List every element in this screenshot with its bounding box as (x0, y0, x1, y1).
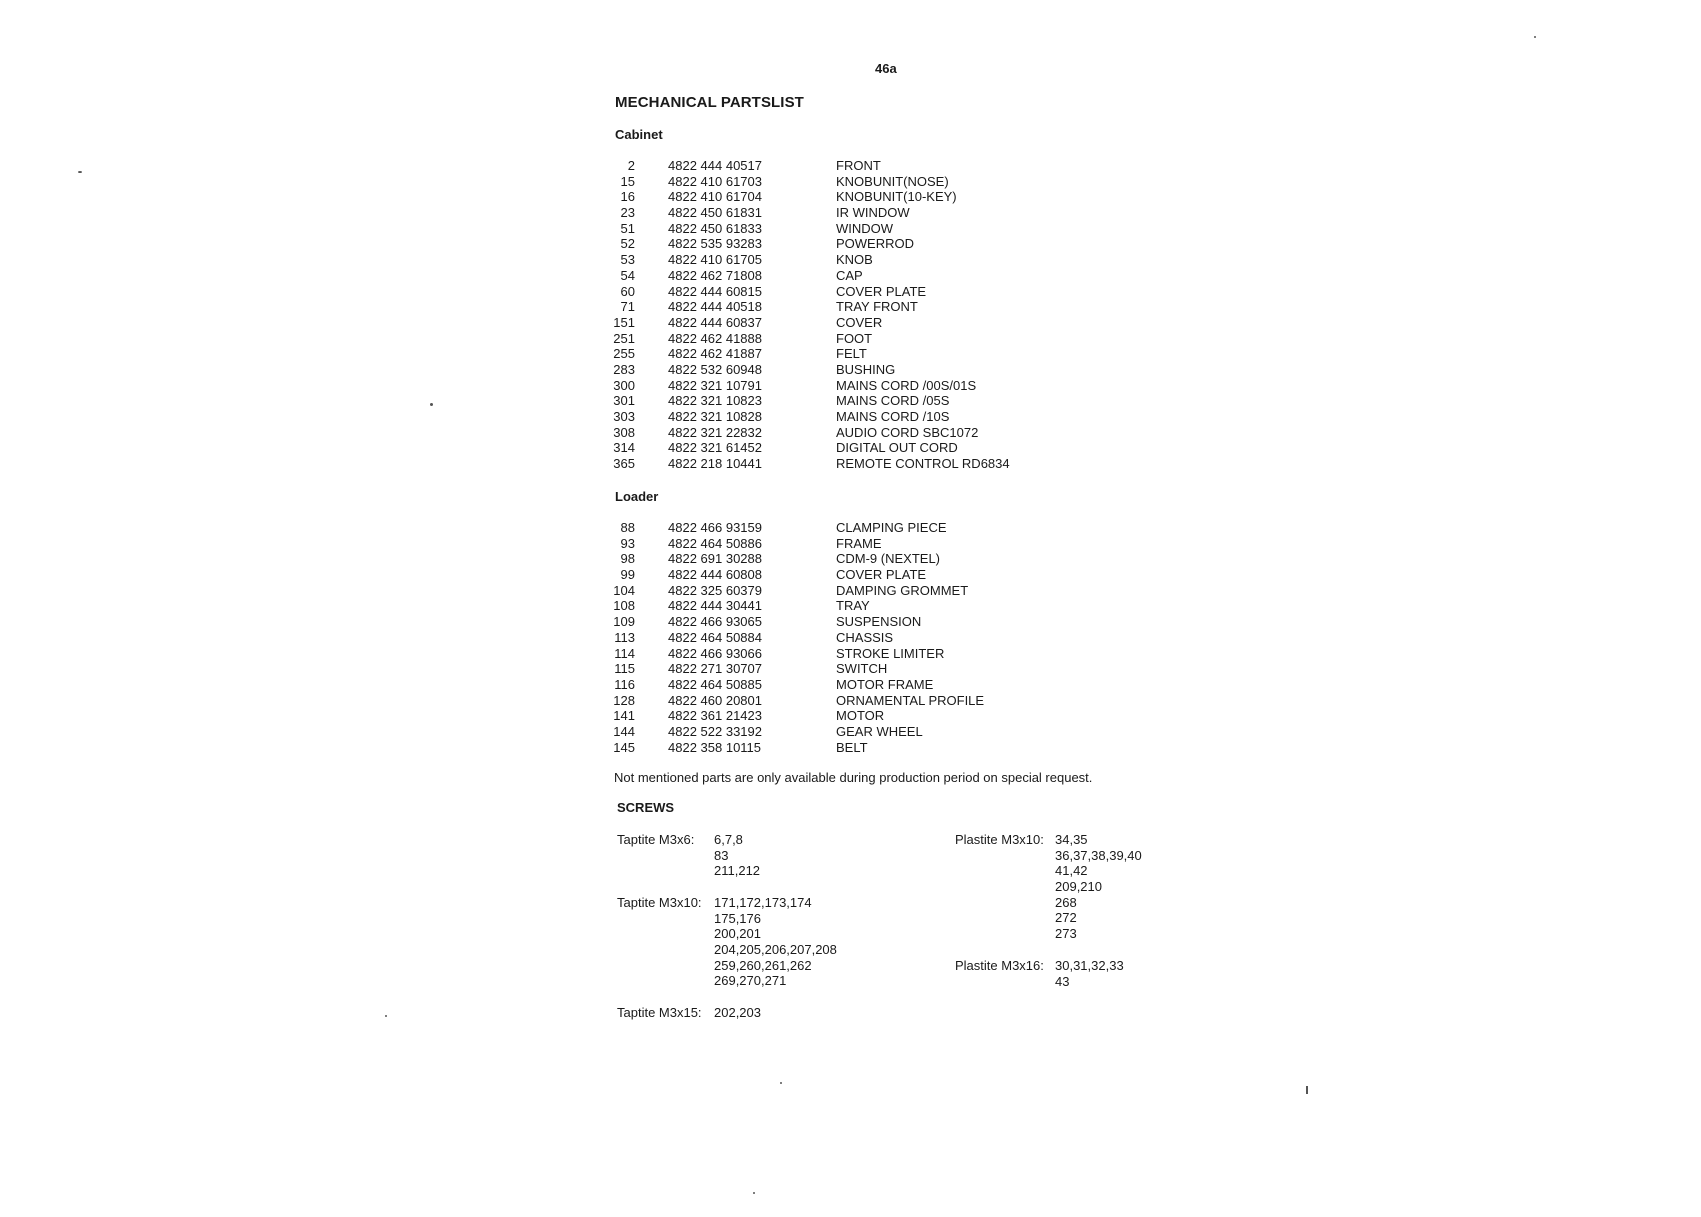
part-description: FRAME (836, 535, 882, 551)
part-position-number: 71 (620, 299, 635, 315)
part-position-number: 109 (613, 614, 635, 630)
part-position-number: 114 (614, 645, 635, 661)
screw-position-value: 209,210 (1055, 879, 1102, 895)
part-description: COVER (836, 314, 883, 330)
part-position-number: 16 (620, 189, 635, 205)
part-description: BUSHING (836, 361, 896, 377)
document-title: MECHANICAL PARTSLIST (615, 94, 804, 111)
screw-type-label: Taptite M3x6: (617, 832, 695, 847)
part-row (611, 598, 1031, 614)
part-position-number: 2 (627, 158, 635, 173)
part-description: CDM-9 (NEXTEL) (836, 551, 941, 567)
part-code: 4822 532 60948 (668, 361, 762, 377)
part-row (611, 693, 1031, 709)
part-row (611, 520, 1031, 536)
part-row (611, 393, 1031, 409)
part-code: 4822 325 60379 (668, 582, 762, 598)
part-description: DIGITAL OUT CORD (836, 440, 958, 456)
part-code: 4822 462 41887 (668, 346, 762, 362)
part-row (611, 646, 1031, 662)
part-row (611, 331, 1031, 347)
part-position-number: 308 (613, 424, 635, 440)
part-code: 4822 691 30288 (668, 551, 762, 567)
part-code: 4822 462 41888 (668, 330, 762, 346)
scan-speck (78, 171, 82, 173)
part-row (611, 440, 1031, 456)
screw-position-value: 34,35 (1055, 832, 1088, 847)
part-row (611, 677, 1031, 693)
section-heading-loader: Loader (615, 489, 659, 504)
part-row (611, 630, 1031, 646)
part-row (611, 315, 1031, 331)
part-code: 4822 462 71808 (668, 267, 762, 283)
screw-position-value: 171,172,173,174 (714, 895, 812, 910)
part-description: CHASSIS (836, 629, 894, 645)
part-code: 4822 535 93283 (668, 236, 762, 252)
part-position-number: 128 (613, 692, 635, 708)
part-description: MAINS CORD /10S (836, 409, 950, 424)
part-position-number: 60 (620, 283, 635, 299)
scan-speck (1534, 36, 1536, 38)
part-description: MAINS CORD /05S (836, 393, 950, 409)
part-code: 4822 410 61703 (668, 173, 762, 189)
screw-position-value: 268 (1055, 894, 1077, 910)
part-description: GEAR WHEEL (836, 723, 923, 739)
part-description: WINDOW (836, 220, 894, 236)
screws-heading: SCREWS (617, 800, 675, 815)
screw-type-label: Plastite M3x16: (955, 958, 1044, 973)
part-position-number: 251 (613, 330, 635, 346)
part-row (611, 284, 1031, 300)
part-description: KNOB (836, 252, 873, 268)
part-row (611, 221, 1031, 237)
screw-position-value: 175,176 (714, 910, 761, 926)
part-row (611, 158, 1031, 174)
screw-position-value: 200,201 (714, 926, 761, 942)
part-row (611, 614, 1031, 630)
part-description: ORNAMENTAL PROFILE (836, 692, 985, 708)
part-code: 4822 466 93066 (668, 645, 762, 661)
part-row (611, 425, 1031, 441)
part-position-number: 104 (613, 582, 635, 598)
part-row (611, 583, 1031, 599)
part-description: FRONT (836, 158, 881, 173)
page-number: 46a (875, 61, 897, 76)
part-position-number: 255 (613, 346, 635, 362)
part-description: SWITCH (836, 661, 888, 677)
screw-position-list (1055, 832, 1142, 942)
part-position-number: 15 (620, 173, 635, 189)
part-row (611, 409, 1031, 425)
part-code: 4822 450 61831 (668, 205, 762, 221)
screw-position-value: 202,203 (714, 1005, 761, 1020)
part-description: AUDIO CORD SBC1072 (836, 424, 979, 440)
part-code: 4822 321 61452 (668, 440, 762, 456)
part-code: 4822 410 61705 (668, 252, 762, 268)
part-row (611, 362, 1031, 378)
part-position-number: 99 (620, 567, 635, 583)
screw-position-value: 273 (1055, 926, 1077, 942)
screw-position-value: 259,260,261,262 (714, 957, 812, 973)
screw-type-label: Taptite M3x10: (617, 895, 702, 910)
part-position-number: 93 (620, 535, 635, 551)
screw-type-label: Plastite M3x10: (955, 832, 1044, 847)
part-code: 4822 444 30441 (668, 598, 762, 614)
screw-position-value: 43 (1055, 973, 1070, 989)
part-position-number: 301 (613, 393, 635, 409)
part-row (611, 189, 1031, 205)
part-row (611, 551, 1031, 567)
screw-position-value: 41,42 (1055, 863, 1088, 879)
part-position-number: 51 (620, 220, 635, 236)
part-code: 4822 410 61704 (668, 189, 762, 205)
part-row (611, 567, 1031, 583)
part-row (611, 205, 1031, 221)
part-position-number: 303 (613, 409, 635, 424)
part-position-number: 88 (620, 520, 635, 535)
part-description: TRAY FRONT (836, 299, 918, 315)
screw-position-value: 211,212 (714, 863, 761, 879)
part-position-number: 145 (613, 739, 635, 755)
part-description: CAP (836, 267, 863, 283)
screw-position-value: 6,7,8 (714, 832, 743, 847)
part-description: POWERROD (836, 236, 914, 252)
part-row (611, 724, 1031, 740)
part-code: 4822 444 60808 (668, 567, 762, 583)
part-position-number: 144 (613, 723, 635, 739)
part-position-number: 141 (613, 708, 635, 724)
part-row (611, 536, 1031, 552)
screw-position-value: 204,205,206,207,208 (714, 942, 837, 958)
screw-position-value: 83 (714, 847, 729, 863)
part-position-number: 23 (620, 205, 635, 221)
screw-position-value: 36,37,38,39,40 (1055, 847, 1142, 863)
part-position-number: 113 (614, 629, 635, 645)
part-position-number: 283 (613, 361, 635, 377)
cabinet-parts-list (611, 158, 1031, 472)
part-description: IR WINDOW (836, 205, 910, 221)
part-row (611, 268, 1031, 284)
availability-note: Not mentioned parts are only available during production period on special request. (614, 770, 1093, 785)
screw-position-list (1055, 958, 1124, 989)
part-description: KNOBUNIT(10-KEY) (836, 189, 957, 205)
part-description: SUSPENSION (836, 614, 922, 630)
scan-speck (780, 1082, 782, 1084)
part-code: 4822 361 21423 (668, 708, 762, 724)
part-code: 4822 464 50884 (668, 629, 762, 645)
part-position-number: 53 (620, 252, 635, 268)
part-description: MOTOR (836, 708, 885, 724)
part-code: 4822 444 60815 (668, 283, 762, 299)
part-position-number: 151 (613, 314, 635, 330)
part-position-number: 314 (613, 440, 635, 456)
part-position-number: 115 (614, 661, 635, 677)
part-position-number: 300 (613, 377, 635, 393)
scan-speck (753, 1192, 755, 1194)
part-position-number: 52 (620, 236, 635, 252)
part-position-number: 365 (613, 456, 635, 472)
screw-position-value: 30,31,32,33 (1055, 958, 1124, 973)
part-description: COVER PLATE (836, 567, 927, 583)
part-description: REMOTE CONTROL RD6834 (836, 456, 1010, 472)
part-description: FOOT (836, 330, 873, 346)
screw-position-value: 272 (1055, 910, 1077, 926)
part-code: 4822 358 10115 (668, 739, 762, 755)
part-position-number: 98 (620, 551, 635, 567)
part-code: 4822 444 60837 (668, 314, 762, 330)
part-position-number: 54 (620, 267, 635, 283)
part-row (611, 456, 1031, 472)
part-description: FELT (836, 346, 867, 362)
part-code: 4822 444 40517 (668, 158, 762, 173)
part-description: MAINS CORD /00S/01S (836, 377, 977, 393)
part-row (611, 236, 1031, 252)
screw-position-value: 269,270,271 (714, 973, 787, 989)
screw-position-list (714, 1005, 761, 1021)
scan-speck (385, 1015, 387, 1017)
part-position-number: 116 (614, 676, 635, 692)
part-code: 4822 460 20801 (668, 692, 762, 708)
part-code: 4822 321 22832 (668, 424, 762, 440)
part-description: BELT (836, 739, 868, 755)
part-code: 4822 522 33192 (668, 723, 762, 739)
part-code: 4822 321 10828 (668, 409, 762, 424)
part-row (611, 174, 1031, 190)
screw-position-list (714, 895, 837, 989)
part-row (611, 252, 1031, 268)
scan-speck (1306, 1086, 1308, 1094)
section-heading-cabinet: Cabinet (615, 127, 663, 142)
part-row (611, 346, 1031, 362)
part-code: 4822 444 40518 (668, 299, 762, 315)
part-row (611, 378, 1031, 394)
part-code: 4822 450 61833 (668, 220, 762, 236)
screw-type-label: Taptite M3x15: (617, 1005, 702, 1020)
part-code: 4822 321 10791 (668, 377, 762, 393)
part-description: KNOBUNIT(NOSE) (836, 173, 949, 189)
part-code: 4822 271 30707 (668, 661, 762, 677)
loader-parts-list (611, 520, 1031, 755)
part-row (611, 661, 1031, 677)
part-row (611, 740, 1031, 756)
part-code: 4822 321 10823 (668, 393, 762, 409)
part-description: DAMPING GROMMET (836, 582, 969, 598)
part-description: STROKE LIMITER (836, 645, 945, 661)
part-description: COVER PLATE (836, 283, 927, 299)
part-position-number: 108 (613, 598, 635, 614)
screw-position-list (714, 832, 760, 879)
part-row (611, 299, 1031, 315)
part-code: 4822 466 93065 (668, 614, 762, 630)
part-code: 4822 218 10441 (668, 456, 762, 472)
part-code: 4822 466 93159 (668, 520, 762, 535)
part-code: 4822 464 50885 (668, 676, 762, 692)
part-description: CLAMPING PIECE (836, 520, 947, 535)
part-code: 4822 464 50886 (668, 535, 762, 551)
part-row (611, 708, 1031, 724)
scan-speck (430, 403, 433, 406)
part-description: TRAY (836, 598, 870, 614)
part-description: MOTOR FRAME (836, 676, 934, 692)
